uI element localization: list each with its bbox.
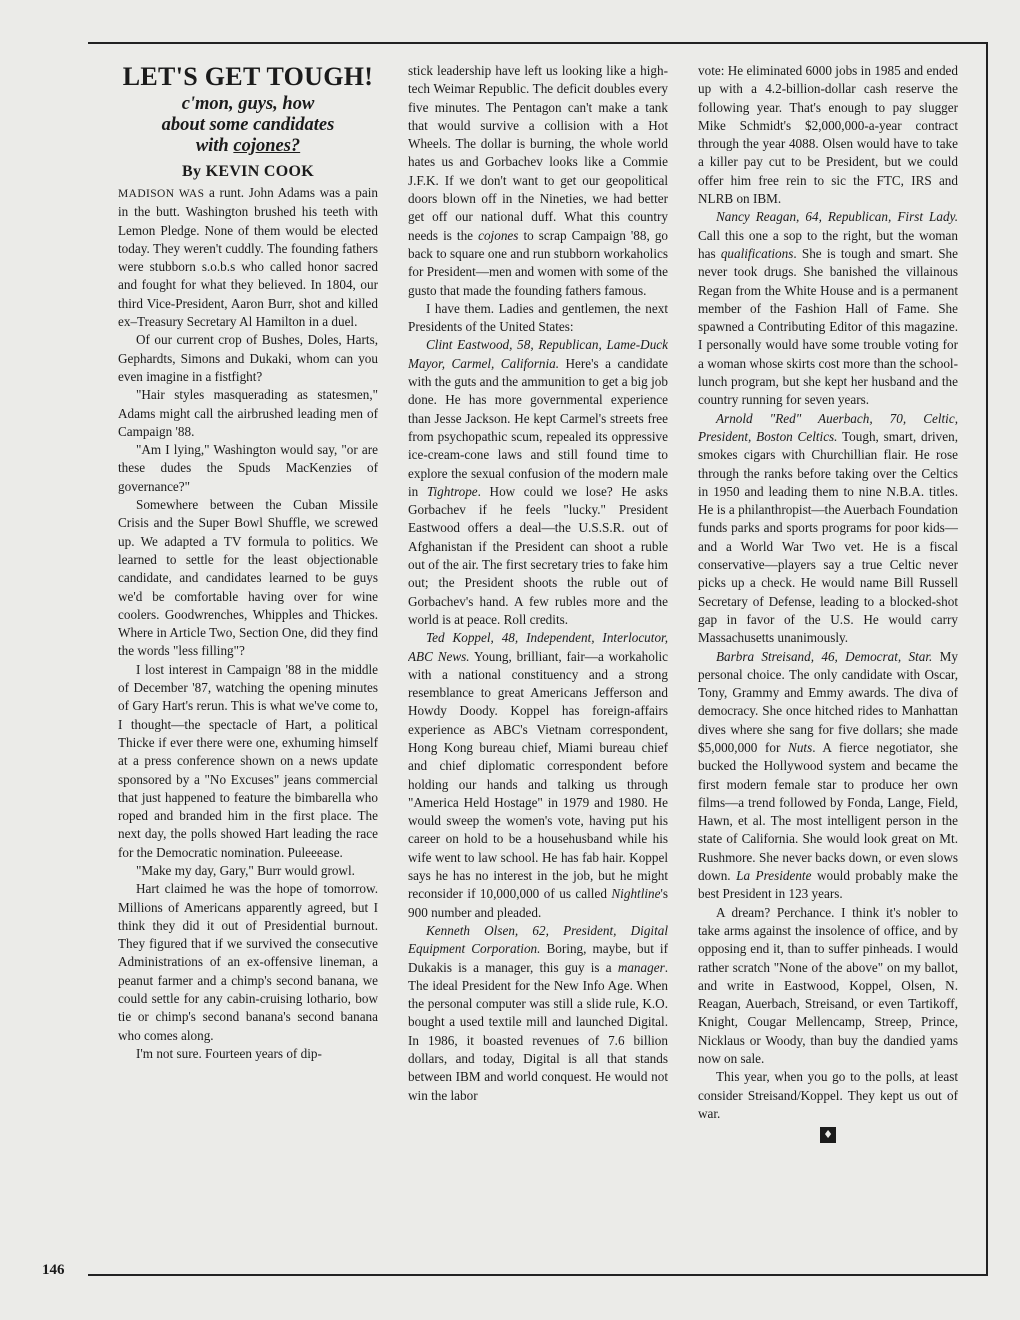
paragraph: This year, when you go to the polls, at least consider Streisand/Koppel. They kept us out of war. [698,1069,958,1121]
candidate-name: Barbra Streisand, 46, Democrat, Star. [716,648,933,664]
italic-text: Tightrope [426,483,478,499]
candidate-paragraph [698,410,958,648]
deck-underlined: cojones? [233,136,301,156]
rabbit-head-icon: ♦ [820,1127,836,1143]
paragraph-text: Boring, maybe, but if Dukakis is a manager, this guy is a [408,941,668,975]
paragraph-text: My personal choice. The only candidate with Oscar, Tony, Grammy and Emmy awards. The diva of democracy. She once hitched rides to Manhattan dives where she sang for five dollars; she made $5,000,000 for [698,648,958,755]
paragraph-text: stick leadership have left us looking like a high-tech Weimar Republic. The deficit doubles every five minutes. The Pentagon can't make a tank that would survive a collision with a Hot Wheels. The dollar is burning, the whole world hates us and Gorbachev looks like a Commie J.F.K. If we don't want to get our geopolitical doors blown off in the Nineties, we had better get off our national duff. What this country needs is the [408,63,668,243]
page-number: 146 [42,1262,65,1278]
italic-text: cojones [478,227,519,243]
paragraph [118,184,378,331]
deck [118,94,378,157]
paragraph [408,62,668,300]
paragraph-text: Young, brilliant, fair—a workaholic with a national constituency and a strong resemblance to great Americans Jefferson and Howdy Doody. Koppel has foreign-affairs experience as ABC's Vietnam correspondent, Hong Kong bureau chief, Miami bureau chief and chief diplomatic correspondent before holding our hands and talking us through "America Held Hostage" in 1979 and 1980. He would sweep the women's vote, having put his career on hold to be a househusband while his wife went to law school. He has fab hair. Koppel says he has no interest in the job, but he might reconsider if 10,000,000 of us called [408,648,668,902]
candidate-paragraph [698,208,958,409]
candidate-paragraph [408,629,668,922]
column-2 [408,62,668,1262]
paragraph-text: 's 900 number and pleaded. [408,886,668,920]
paragraph: Somewhere between the Cuban Missile Crisis and the Super Bowl Shuffle, we screwed up. We adapted a TV formula to politics. We learned to settle for the least objectionable candidate, and candidates learned to be guys we'd be comfortable having over for wine coolers. Goodwrenches, Whipples and Thickes. Where in Article Two, Section One, did they find the words "less filling"? [118,497,378,659]
byline: By KEVIN COOK [182,163,314,180]
article-body [118,62,958,1262]
paragraph: vote: He eliminated 6000 jobs in 1985 and ended up with a 4.2-billion-dollar cash reserve the following year. That's enough to pay slugger Mike Schmidt's $2,000,000-a-year contract through the year 4088. Olsen would have to take a killer pay cut to be President, but we could offer him free rein to sic the FTC, IRS and NLRB on IBM. [698,63,958,207]
paragraph: A dream? Perchance. I think it's nobler to take arms against the insolence of office, and by opposing end it, than to suffer pinheads. I would rather scratch "None of the above" on my ballot, and write in Eastwood, Koppel, Olsen, N. Reagan, Auerbach, Streisand, or even Tartikoff, Knight, Cougar Mellencamp, Streep, Prince, Nicklaus or Woody, than buy the dandied yams now on sale. [698,904,958,1067]
paragraph-text: . How could we lose? He asks Gorbachev if he feels "lucky." President Eastwood offers a deal—the U.S.S.R. out of Afghanistan if the President can shoot a ruble out of the air. The first secretary tries to fake him out; the President shoots the ruble out of Gorbachev's hand. A few rubles more and the world is at peace. Roll credits. [408,483,668,627]
italic-text: La Presidente [736,868,812,884]
candidate-paragraph [408,922,668,1105]
italic-text: manager [617,959,665,975]
paragraph: Hart claimed he was the hope of tomorrow. Millions of Americans apparently agreed, but I think they did it out of Presidential burnout. They figured that if we survived the consecutive Administrations of an ex-offensive lineman, a peanut farmer and a chimp's second banana, we could settle for any cabin-cruising lothario, bow tie or chimp's second banana's second banana who comes along. [118,881,378,1043]
paragraph-text: . She is tough and smart. She never took drugs. She banished the villainous Regan from the White House and is a permanent member of the Fashion Hall of Fame. She spawned a Contributing Editor of this magazine. I personally would have some trouble voting for a woman whose skirts cost more than the school-lunch program, but she kept her husband and the country running for seven years. [698,245,958,408]
paragraph: "Hair styles masquerading as statesmen," Adams might call the airbrushed leading men of Campaign '88. [118,387,378,439]
paragraph: I'm not sure. Fourteen years of dip- [136,1045,322,1061]
paragraph: "Make my day, Gary," Burr would growl. [136,862,355,878]
candidate-name: Nancy Reagan, 64, Republican, First Lady. [716,209,958,225]
candidate-name: Clint Eastwood, 58, Republican, Lame-Duck Mayor, Carmel, California. [408,337,668,371]
paragraph-text: Call this one a sop to the right, but the woman has [698,227,958,261]
headline: LET'S GET TOUGH! [122,62,374,91]
paragraph-text: . The ideal President for the New Info Age. When the personal computer was still a slide rule, K.O. bought a used textile mill and launched Digital. In 1986, it boasted revenues of 7.6 billion dollars, and today, Digital is all that stands between IBM and world conquest. He would not win the labor [408,959,668,1103]
deck-text: with [195,136,234,156]
paragraph: I have them. Ladies and gentlemen, the next Presidents of the United States: [408,300,668,335]
paragraph-text: to scrap Campaign '88, go back to square one and run stubborn workaholics for President—men and women with some of the gusto that made the founding fathers famous. [408,227,668,298]
column-1 [118,62,378,1262]
paragraph: "Am I lying," Washington would say, "or are these dudes the Spuds MacKenzies of governance?" [118,442,378,494]
paragraph-text: would probably make the best President in 123 years. [698,868,958,902]
candidate-paragraph [408,336,668,629]
paragraph-text: . A fierce negotiator, she bucked the Hollywood system and became the first modern female star to produce her own films—a trend followed by Fonda, Lange, Field, Hawn, et al. The most intelligent person in the state of California. She would look great on Mt. Rushmore. She never backs down, or even slows down. [698,739,958,884]
paragraph-text: a runt. John Adams was a pain in the butt. Washington brushed his teeth with Lemon Pledge. None of them would be elected today. They weren't cuddly. The founding fathers were stubborn s.o.b.s who called honor sacred and fought for what they believed. In 1804, our third Vice-President, Aaron Burr, shot and killed ex–Treasury Secretary Al Hamilton in a duel. [118,185,378,330]
italic-text: Nightline [611,886,661,902]
candidate-paragraph [698,648,958,904]
deck-line [118,136,378,157]
italic-text: Nuts [788,739,813,755]
candidate-name: Ted Koppel, 48, Independent, Interlocutor, ABC News. [408,630,668,664]
paragraph-text: Here's a candidate with the guts and the ammunition to get a big job done. He has more governmental experience than Jesse Jackson. He kept Carmel's streets free from psychopathic scum, repealed its oppressive ice-cream-cone laws and still found time to explore the sexual confusion of the modern male in [408,355,668,499]
column-3 [698,62,958,1262]
deck-line: c'mon, guys, how [181,94,315,114]
paragraph: I lost interest in Campaign '88 in the middle of December '87, watching the opening minutes of Gary Hart's rerun. This is what we've come to, I thought—the spectacle of Hart, a political Thicke if ever there were one, exhuming himself at a press conference shown on a news update sponsored by a "No Excuses" jeans commercial that just happened to feature the bimbarella who roped and branded him in the first place. The next day, the polls showed Hart leading the race for the Democratic nomination. Puleeease. [118,661,378,860]
lead-in-caps: MADISON WAS [118,188,205,200]
italic-text: qualifications [720,245,794,261]
candidate-name: Arnold "Red" Auerbach, 70, Celtic, President, Boston Celtics. [698,410,958,444]
deck-line: about some candidates [161,115,335,135]
paragraph-text: Tough, smart, driven, smokes cigars with Churchillian flair. He rose through the ranks before taking over the Celtics in 1950 and leading them to nine N.B.A. titles. He is a philanthropist—the Auerbach Foundation funds parks and sports programs for poor kids—and a World War Two vet. He is a fiscal conservative—players say a true Celtic never picks up a check. He would name Bill Russell Secretary of Defense, leading to a blocked-shot gap in favor of the U.S. He would carry Massachusetts unanimously. [698,428,958,646]
candidate-name: Kenneth Olsen, 62, President, Digital Equipment Corporation. [408,922,668,957]
paragraph: Of our current crop of Bushes, Doles, Harts, Gephardts, Simons and Dukaki, whom can you even imagine in a fistfight? [118,332,378,384]
